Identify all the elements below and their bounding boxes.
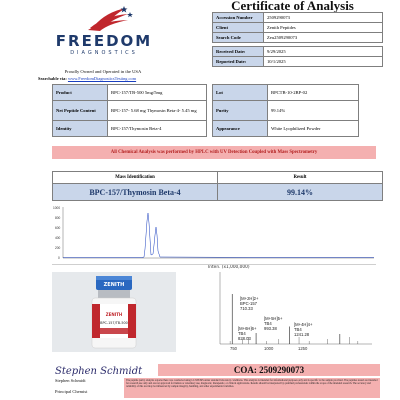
table-row: [213, 23, 383, 33]
vial-label-brand: ZENITH: [105, 312, 123, 317]
peak-sub: TB4: [264, 321, 272, 326]
signer-role: Principal Chemist: [55, 389, 88, 394]
appearance-value: White Lyophilized Powder: [268, 121, 359, 137]
table-row: [53, 121, 207, 137]
net-content-value: BPC-157- 5.68 mg Thymosin Beta-4- 5.45 mg: [108, 101, 207, 121]
hplc-y-ticks: [53, 206, 61, 260]
table-row: [213, 85, 359, 101]
accession-table: [212, 12, 383, 43]
flag-swoosh-icon: [44, 4, 164, 34]
vial-illustration: [52, 272, 176, 352]
product-table: [52, 84, 207, 137]
peak-sub: TB4: [238, 331, 246, 336]
site-link[interactable]: www.FreedomDiagnosticsTesting.com: [67, 76, 137, 81]
received-key: Received Date:: [213, 47, 264, 57]
y-tick: 800: [55, 216, 61, 220]
dates-table: [212, 46, 383, 67]
ms-annotations: [238, 296, 313, 341]
table-row: [53, 172, 383, 184]
table-row: [213, 47, 383, 57]
client-key: Client: [213, 23, 264, 33]
table-row: [53, 85, 207, 101]
reported-key: Reported Date:: [213, 57, 264, 67]
y-tick: 600: [55, 226, 61, 230]
peak-sub: TB4: [294, 327, 302, 332]
brand-name: FREEDOM: [55, 32, 153, 50]
certificate-title: Certificate of Analysis: [231, 0, 354, 13]
peak-mz: 828.03: [238, 336, 251, 341]
client-value: Zenith Peptides: [264, 23, 383, 33]
peak-mz: 710.33: [240, 306, 253, 311]
signature: Stephen Schmidt: [55, 366, 143, 377]
hplc-chromatogram: [52, 205, 376, 263]
freedom-logo: [44, 4, 164, 64]
accession-key: Accession Number: [213, 13, 264, 23]
result-value: 99.14%: [218, 184, 383, 201]
search-code-value: Zeu2509290073: [264, 33, 383, 43]
vial-cap-text: ZENITH: [103, 282, 125, 288]
purity-value: 99.14%: [268, 101, 359, 121]
signer-name: Stephen Schmidt: [55, 378, 86, 383]
product-key: Product: [53, 85, 108, 101]
y-tick: 0: [58, 256, 60, 260]
peak-label: [M+2H]2+: [240, 296, 259, 301]
search-code-key: Search Code: [213, 33, 264, 43]
mass-value: BPC-157/Thymosin Beta-4: [53, 184, 218, 201]
coa-number-box: [158, 364, 380, 376]
identity-value: BPC-157/Thymosin Beta-4: [108, 121, 207, 137]
mass-header: Mass Identification: [53, 172, 218, 184]
lot-table: [212, 84, 359, 137]
vial-label-text: BPC-157/TB-500: [100, 321, 128, 325]
site-line: [38, 76, 198, 81]
peak-label: [M+5H]5+: [264, 316, 283, 321]
mass-spectrum: [196, 270, 376, 354]
hplc-trace: [63, 213, 374, 258]
lot-key: Lot: [213, 85, 268, 101]
disclaimer-text: The peptide purity analysis reported here was conducted using LC/MS/MS under standard laboratory conditions. This analysis is intended for informational purposes only and is specific to the sample provided. The peptides tested are intended for research use only and are not approved for human or veterinary use, diagnostic, therapeutic, or clinical applications. Results should be interpreted by qualified professionals within the scope of the intended research. The accuracy and reliability of this test may be influenced by sample integrity, handling, and other experimental variables.: [124, 378, 380, 398]
identity-key: Identity: [53, 121, 108, 137]
table-row: [213, 33, 383, 43]
x-tick: 750: [230, 346, 237, 351]
mass-identification-table: [52, 171, 383, 201]
brand-subtitle: DIAGNOSTICS: [70, 50, 138, 56]
peak-label: [M+6H]6+: [238, 326, 257, 331]
brand-tagline: Proudly Owned and Operated in the USA: [64, 69, 142, 74]
peak-mz: 993.38: [264, 326, 277, 331]
x-tick: 1250: [298, 346, 308, 351]
table-row: [213, 57, 383, 67]
lot-value: BPCTB-10-2BP-02: [268, 85, 359, 101]
table-row: [53, 184, 383, 201]
purity-key: Purity: [213, 101, 268, 121]
peak-label: [M+4H]4+: [294, 322, 313, 327]
peak-sub: BPC-157: [240, 301, 257, 306]
analysis-banner: All Chemical Analysis was performed by HPLC with UV Detection Coupled with Mass Spectrometry: [52, 146, 376, 159]
appearance-key: Appearance: [213, 121, 268, 137]
result-header: Result: [218, 172, 383, 184]
table-row: [213, 101, 359, 121]
accession-value: 2509290073: [264, 13, 383, 23]
coa-number: COA: 2509290073: [233, 365, 305, 375]
x-tick: 1000: [264, 346, 274, 351]
y-tick: 1000: [53, 206, 61, 210]
received-value: 9/29/2025: [264, 47, 383, 57]
table-row: [213, 121, 359, 137]
ms-x-ticks: [230, 346, 308, 351]
reported-value: 10/1/2025: [264, 57, 383, 67]
table-row: [213, 13, 383, 23]
product-vial-photo: [52, 272, 176, 352]
table-row: [53, 101, 207, 121]
net-content-key: Net Peptide Content: [53, 101, 108, 121]
y-tick: 400: [55, 236, 61, 240]
product-value: BPC-157/TB-500 5mg/5mg: [108, 85, 207, 101]
divider: [52, 264, 376, 265]
y-tick: 200: [55, 246, 61, 250]
ms-intensity-label: Inten. (x1,000,000): [208, 265, 250, 270]
peak-mz: 1241.28: [294, 332, 310, 337]
site-label: Searchable via:: [38, 76, 67, 81]
